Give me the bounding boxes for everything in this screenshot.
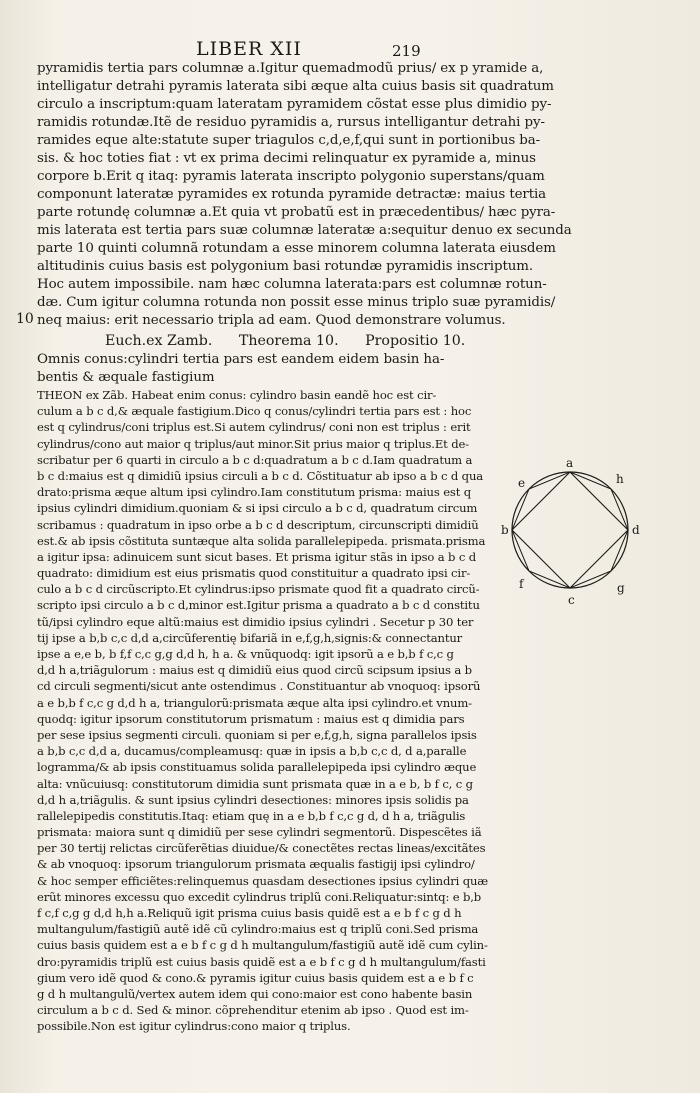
text-line: a b,b c,c d,d a, ducamus/compleamusq: quæ in ipsis a b,b c,c d, d a,paralle xyxy=(37,744,467,759)
text-line: cuius basis quidem est a e b f c g d h multangulum/fastigiũ autẽ idẽ cum cylin- xyxy=(37,938,488,953)
label-f: f xyxy=(519,577,524,591)
text-line: componunt lateratæ pyramides ex rotunda pyramide detractæ: maius tertia xyxy=(37,187,547,202)
proof-paragraph xyxy=(37,387,489,1035)
text-line: mis laterata est tertia pars suæ columnæ lateratæ a:sequitur denuo ex secunda xyxy=(37,223,572,238)
proposition-heading xyxy=(37,332,477,351)
text-line: rallelepipedis constitutis.Itaq: etiam quę in a e b,b f c,c g d, d h a, triãgulis xyxy=(37,808,466,823)
text-line: quadrato: dimidium est eius prismatis quod constituitur a quadrato ipsi cir- xyxy=(37,566,471,581)
text-line: dæ. Cum igitur columna rotunda non possit esse minus triplo suæ pyramidis/ xyxy=(37,295,556,310)
text-line: corpore b.Erit q itaq: pyramis laterata inscripto polygonio superstans/quam xyxy=(37,169,545,184)
text-line: Omnis conus:cylindri tertia pars est eandem eidem basin ha- xyxy=(37,352,445,367)
text-line: est q cylindrus/coni triplus est.Si autem cylindrus/ coni non est triplus : erit xyxy=(37,420,471,435)
text-line: gium vero idẽ quod & cono.& pyramis igitur cuius basis quidem est a e b f c xyxy=(37,970,474,985)
heading-proposition: Propositio 10. xyxy=(365,333,466,349)
label-b: b xyxy=(501,523,509,537)
text-body xyxy=(37,60,572,1035)
text-line: sis. & hoc toties fiat : vt ex prima decimi relinquatur ex pyramide a, minus xyxy=(37,151,536,166)
label-g: g xyxy=(617,581,625,595)
text-line: pyramidis tertia pars columnæ a.Igitur quemadmodũ prius/ ex p yramide a, xyxy=(37,61,544,76)
text-line: & ab vnoquoq: ipsorum triangulorum prismata æqualis fastigij ipsi cylindro/ xyxy=(37,857,475,872)
label-c: c xyxy=(568,593,575,607)
text-line: multangulum/fastigiũ autẽ idẽ cũ cylindro:maius est q triplũ coni.Sed prisma xyxy=(37,922,479,937)
text-line: scribamus : quadratum in ipso orbe a b c d descriptum, circunscripti dimidiũ xyxy=(37,517,479,532)
margin-number: 10 xyxy=(16,311,34,327)
text-line: est.& ab ipsis cõstituta suntæque alta solida parallelepipeda. prismata.prisma xyxy=(37,533,486,548)
heading-theorem: Theorema 10. xyxy=(238,333,339,349)
running-head: LIBER XII xyxy=(196,38,302,60)
text-line: parte rotundę columnæ a.Et quia vt probatũ est in præcedentibus/ hæc pyra- xyxy=(37,205,556,220)
label-h: h xyxy=(616,472,624,486)
text-line: altitudinis cuius basis est polygonium basi rotundæ pyramidis inscriptum. xyxy=(37,259,534,274)
text-line: dro:pyramidis triplũ est cuius basis quidẽ est a e b f c g d h multangulum/fasti xyxy=(37,954,486,969)
text-line: a e b,b f c,c g d,d h a, triangulorũ:prismata æque alta ipsi cylindro.et vnum- xyxy=(37,695,472,710)
text-line: logramma/& ab ipsis constituamus solida parallelepipeda ipsi cylindro æque xyxy=(37,760,477,775)
text-line: a igitur ipsa: adinuicem sunt sicut bases. Et prisma igitur stãs in ipso a b c d xyxy=(37,549,477,564)
text-line: b c d:maius est q dimidiũ ipsius circuli a b c d. Cõstituatur ab ipso a b c d qua xyxy=(37,468,484,483)
text-line: g d h multangulũ/vertex autem idem qui cono:maior est cono habente basin xyxy=(37,986,473,1001)
text-line: scripto ipsi circulo a b c d,minor est.Igitur prisma a quadrato a b c d constitu xyxy=(37,598,480,613)
text-line: d,d h a,triãgulorum : maius est q dimidiũ eius quod circũ scipsum ipsius a b xyxy=(37,663,472,678)
text-line: culum a b c d,& æquale fastigium.Dico q conus/cylindri tertia pars est : hoc xyxy=(37,404,472,419)
text-line: Hoc autem impossibile. nam hæc columna laterata:pars est columnæ rotun- xyxy=(37,277,547,292)
text-line: cd circuli segmenti/sicut ante ostendimus . Constituantur ab vnoquoq: ipsorũ xyxy=(37,679,481,694)
page-number: 219 xyxy=(392,42,421,60)
text-line: tũ/ipsi cylindro eque altũ:maius est dimidio ipsius cylindri . Secetur p 30 ter xyxy=(37,614,474,629)
text-line: per 30 tertij relictas circũferẽtias diuidue/& conectẽtes rectas lineas/excitãtes xyxy=(37,841,486,856)
text-line: possibile.Non est igitur cylindrus:cono maior q triplus. xyxy=(37,1019,351,1034)
text-line: scribatur per 6 quarti in circulo a b c d:quadratum a b c d.Iam quadratum a xyxy=(37,452,473,467)
text-line: cylindrus/cono aut maior q triplus/aut minor.Sit prius maior q triplus.Et de- xyxy=(37,436,469,451)
text-line: neq maius: erit necessario tripla ad eam. Quod demonstrare volumus. xyxy=(37,313,506,328)
text-line: ipsius cylindri dimidium.quoniam & si ipsi circulo a b c d, quadratum circum xyxy=(37,501,478,516)
text-line: bentis & æquale fastigium xyxy=(37,370,215,385)
text-line: quodq: igitur ipsorum constitutorum prismatum : maius est q dimidia pars xyxy=(37,711,465,726)
text-line: parte 10 quinti columnã rotundam a esse minorem columna laterata eiusdem xyxy=(37,241,556,256)
text-line: circulo a inscriptum:quam lateratam pyramidem cõstat esse plus dimidio py- xyxy=(37,97,552,112)
text-line: prismata: maiora sunt q dimidiũ per sese cylindri segmentorũ. Dispescẽtes iã xyxy=(37,825,482,840)
proposition-statement xyxy=(37,351,477,387)
text-line: intelligatur detrahi pyramis laterata sibi æque alta cuius basis sit quadratum xyxy=(37,79,554,94)
label-d: d xyxy=(632,523,640,537)
label-a: a xyxy=(566,456,574,470)
text-line: erũt minores excessu quo excedit cylindrus triplũ coni.Reliquatur:sintq: e b,b xyxy=(37,889,482,904)
heading-source: Euch.ex Zamb. xyxy=(105,333,213,349)
text-line: THEON ex Zãb. Habeat enim conus: cylindro basin eandẽ hoc est cir- xyxy=(37,388,437,402)
text-line: tij ipse a b,b c,c d,d a,circũferentię bifariã in e,f,g,h,signis:& connectantur xyxy=(37,630,463,645)
text-line: d,d h a,triãgulis. & sunt ipsius cylindri desectiones: minores ipsis solidis pa xyxy=(37,792,469,807)
text-line: & hoc semper efficiẽtes:relinquemus quasdam desectiones ipsius cylindri quæ xyxy=(37,873,489,888)
text-line: ramides eque alte:statute super triagulos c,d,e,f,qui sunt in portionibus ba- xyxy=(37,133,541,148)
base-circle xyxy=(512,472,628,588)
circle-polygon-diagram xyxy=(498,452,648,612)
text-line: circulum a b c d. Sed & minor. cõprehenditur etenim ab ipso . Quod est im- xyxy=(37,1003,469,1018)
text-line: culo a b c d circũscripto.Et cylindrus:ipso prismate quod fit a quadrato circũ- xyxy=(37,582,480,597)
label-e: e xyxy=(518,476,526,490)
paragraph-continued xyxy=(37,60,572,330)
text-line: drato:prisma æque altum ipsi cylindro.Iam constitutum prisma: maius est q xyxy=(37,485,472,500)
text-line: per sese ipsius segmenti circuli. quoniam si per e,f,g,h, signa parallelos ipsis xyxy=(37,727,477,742)
text-line: f c,f c,g g d,d h,h a.Reliquũ igit prisma cuius basis quidẽ est a e b f c g d h xyxy=(37,906,462,920)
text-line: ramidis rotundæ.Itẽ de residuo pyramidis a, rursus intelligantur detrahi py- xyxy=(37,115,545,130)
text-line: ipse a e,e b, b f,f c,c g,g d,d h, h a. & vnũquodq: igit ipsorũ a e b,b f c,c g xyxy=(37,647,454,661)
text-line: alta: vnũcuiusq: constitutorum dimidia sunt prismata quæ in a e b, b f c, c g xyxy=(37,776,473,791)
